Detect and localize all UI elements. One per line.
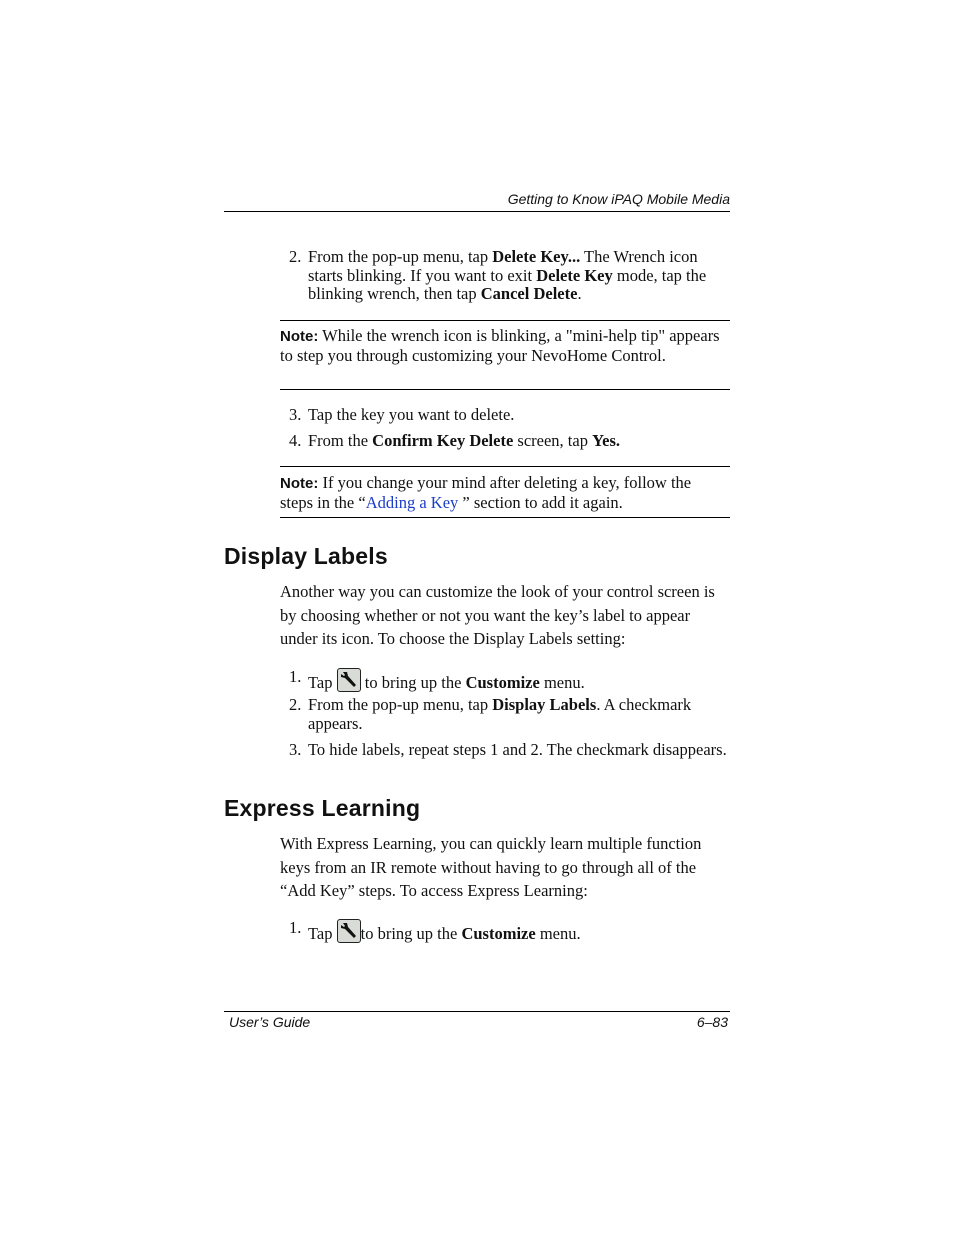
note-top-rule xyxy=(280,466,730,467)
footer-guide-title: User’s Guide xyxy=(229,1014,311,1030)
footer-rule xyxy=(224,1011,730,1012)
note-bottom-rule xyxy=(280,517,730,518)
note-label: Note: xyxy=(280,328,319,345)
section-heading-display-labels: Display Labels xyxy=(224,543,388,569)
note-top-rule xyxy=(280,320,730,321)
header-rule xyxy=(224,211,730,212)
note-wrench-blinking: Note: While the wrench icon is blinking, a "mini-help tip" appears to step you through customizing your NevoHome Control. xyxy=(280,326,720,365)
adding-a-key-link[interactable]: Adding a Key xyxy=(365,493,463,512)
page-number: 6–83 xyxy=(696,1014,728,1030)
wrench-icon[interactable] xyxy=(337,668,361,692)
display-labels-paragraph: Another way you can customize the look of your control screen is by choosing whether or not you want the key’s label to appear under its icon. To choose the Display Labels setting: xyxy=(280,582,715,648)
section-heading-express-learning: Express Learning xyxy=(224,795,421,821)
note-change-mind: Note: If you change your mind after deleting a key, follow the steps in the “Adding a Key ” section to add it again. xyxy=(280,473,692,512)
step-number: 2. xyxy=(289,247,302,266)
note-bottom-rule xyxy=(280,389,730,390)
step-text: From the pop-up menu, tap Delete Key... The Wrench icon starts blinking. If you want to exit Delete Key mode, tap the blinking wrench, then tap Cancel Delete. xyxy=(308,247,707,303)
express-learning-paragraph: With Express Learning, you can quickly learn multiple function keys from an IR remote without having to go through all of the “Add Key” steps. To access Express Learning: xyxy=(280,834,702,900)
running-header: Getting to Know iPAQ Mobile Media xyxy=(507,191,730,207)
wrench-icon[interactable] xyxy=(337,919,361,943)
